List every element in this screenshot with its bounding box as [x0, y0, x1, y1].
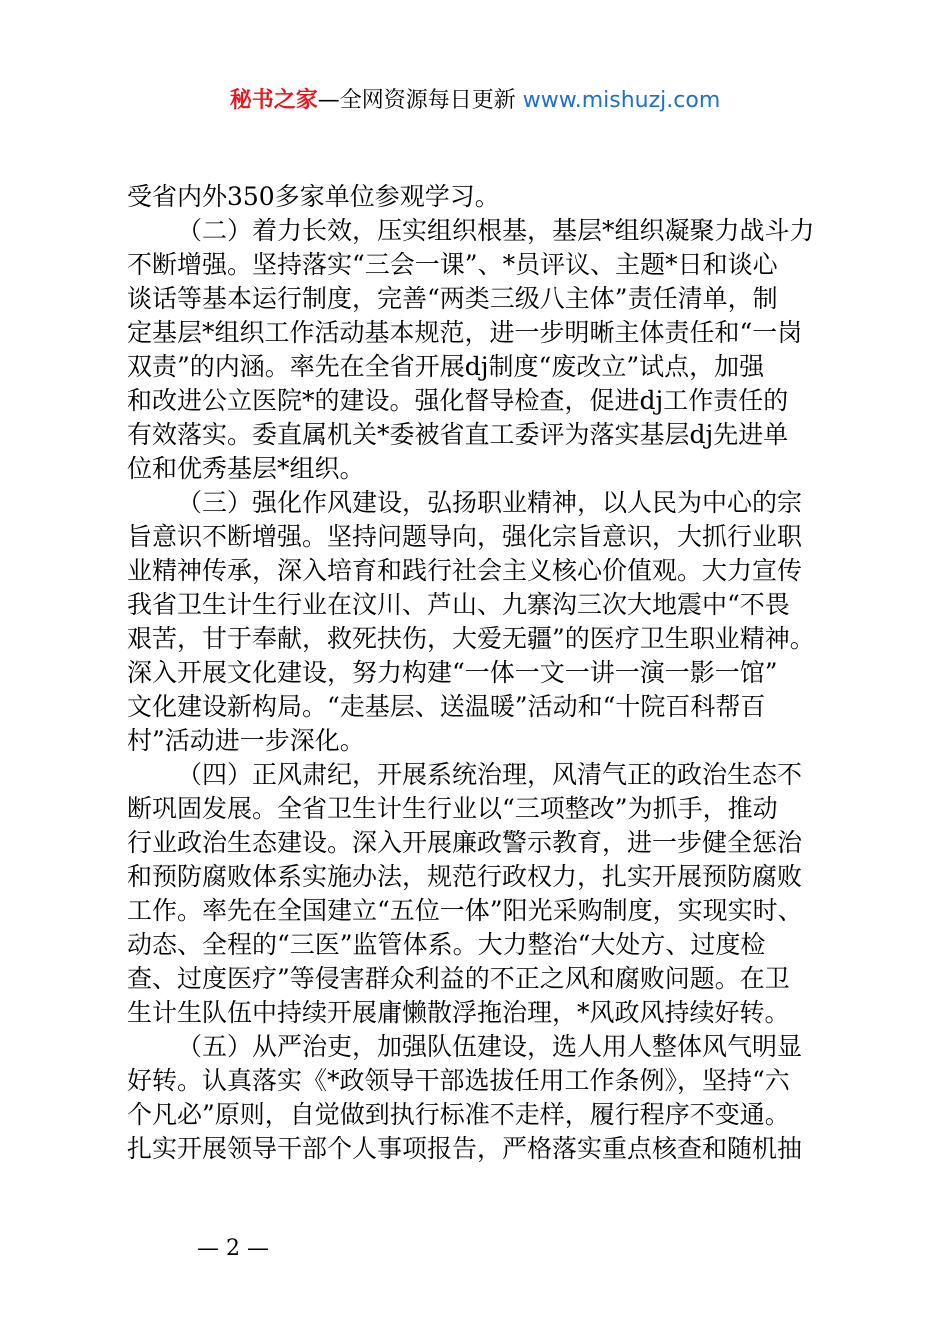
paragraph-start-line: （四）正风肃纪，开展系统治理，风清气正的政治生态不 — [177, 760, 803, 789]
text-line: 位和优秀基层*组织。 — [127, 454, 365, 483]
text-line: 旨意识不断增强。坚持问题导向，强化宗旨意识，大抓行业职 — [127, 522, 803, 551]
paragraph-start-line: （二）着力长效，压实组织根基，基层*组织凝聚力战斗力 — [177, 216, 815, 245]
text-line: 业精神传承，深入培育和践行社会主义核心价值观。大力宣传 — [127, 556, 803, 585]
document-body — [127, 180, 867, 1166]
paragraph-start-line: （三）强化作风建设，弘扬职业精神，以人民为中心的宗 — [177, 488, 803, 517]
text-line: 有效落实。委直属机关*委被省直工委评为落实基层dj先进单 — [127, 420, 789, 449]
site-url-link[interactable]: www.mishuzj.com — [522, 88, 721, 113]
brand-name: 秘书之家 — [229, 88, 318, 113]
text-line: 扎实开展领导干部个人事项报告，严格落实重点核查和随机抽 — [127, 1134, 803, 1163]
text-line: 受省内外350多家单位参观学习。 — [127, 182, 500, 211]
text-line: 断巩固发展。全省卫生计生行业以“三项整改”为抓手，推动 — [127, 794, 778, 823]
text-line: 文化建设新构局。“走基层、送温暖”活动和“十院百科帮百 — [127, 692, 766, 721]
paragraph-start-line: （五）从严治吏，加强队伍建设，选人用人整体风气明显 — [177, 1032, 803, 1061]
text-line: 艰苦，甘于奉献，救死扶伤，大爱无疆”的医疗卫生职业精神。 — [127, 624, 815, 653]
text-line: 生计生队伍中持续开展庸懒散浮拖治理，*风政风持续好转。 — [127, 998, 790, 1027]
text-line: 不断增强。坚持落实“三会一课”、*员评议、主题*日和谈心 — [127, 250, 778, 279]
text-line: 和预防腐败体系实施办法，规范行政权力，扎实开展预防腐败 — [127, 862, 803, 891]
text-line: 行业政治生态建设。深入开展廉政警示教育，进一步健全惩治 — [127, 828, 803, 857]
text-line: 谈话等基本运行制度，完善“两类三级八主体”责任清单，制 — [127, 284, 778, 313]
text-line: 和改进公立医院*的建设。强化督导检查，促进dj工作责任的 — [127, 386, 789, 415]
text-line: 工作。率先在全国建立“五位一体”阳光采购制度，实现实时、 — [127, 896, 803, 925]
text-line: 定基层*组织工作活动基本规范，进一步明晰主体责任和“一岗 — [127, 318, 803, 347]
text-line: 我省卫生计生行业在汶川、芦山、九寨沟三次大地震中“不畏 — [127, 590, 790, 619]
site-banner — [0, 86, 950, 116]
text-line: 动态、全程的“三医”监管体系。大力整治“大处方、过度检 — [127, 930, 766, 959]
text-line: 村”活动进一步深化。 — [127, 726, 365, 755]
text-line: 深入开展文化建设，努力构建“一体一文一讲一演一影一馆” — [127, 658, 778, 687]
page-number: — 2 — — [197, 1236, 269, 1261]
text-line: 好转。认真落实《*政领导干部选拔任用工作条例》，坚持“六 — [127, 1066, 790, 1095]
banner-slogan: —全网资源每日更新 — [317, 88, 523, 113]
text-line: 双责”的内涵。率先在全省开展dj制度“废改立”试点，加强 — [127, 352, 765, 381]
text-line: 查、过度医疗”等侵害群众利益的不正之风和腐败问题。在卫 — [127, 964, 790, 993]
text-line: 个凡必”原则，自觉做到执行标准不走样，履行程序不变通。 — [127, 1100, 790, 1129]
